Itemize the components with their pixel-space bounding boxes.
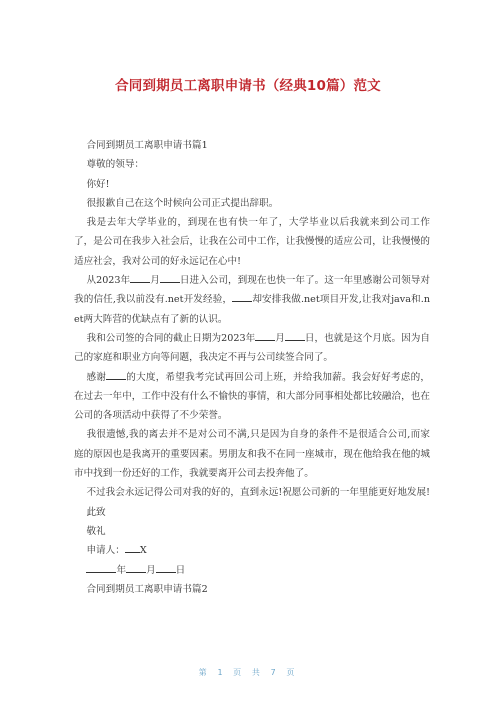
- date-day: 日: [175, 564, 186, 576]
- paragraph-4: [74, 329, 430, 368]
- paragraph-1: 很报歉自己在这个时候向公司正式提出辞职。: [86, 197, 279, 209]
- date-month: 月: [146, 564, 156, 576]
- date-year: 年: [116, 564, 127, 576]
- blank-underline: [285, 329, 305, 341]
- paragraph-3-part-d: 却安排我做.net项目开发,让我对java和.net两大阵营的优缺点有了新的认识。: [74, 294, 431, 325]
- blank-underline: [255, 329, 275, 341]
- blank-underline: [130, 271, 150, 283]
- paragraph-3-part-c: 日进入公司，到现在也快一年了。这一年里感谢公司领导对我的信任,我以前没有.net开发经验，: [74, 275, 431, 306]
- paragraph-3-part-a: 从2023年: [86, 275, 131, 287]
- blank-underline: [160, 271, 180, 283]
- paragraph-4-part-a: 我和公司签的合同的截止日期为2023年: [86, 332, 256, 344]
- paragraph-4-part-c: 日，也就是这个月底。因为自己的家庭和职业方向等问题，我决定不再与公司续签合同了。: [74, 332, 430, 364]
- document-body: [74, 136, 430, 599]
- closing-line-1: 此致: [86, 506, 106, 518]
- applicant-label: 申请人：: [86, 545, 125, 557]
- closing-line-2: 敬礼: [86, 525, 106, 537]
- blank-underline: [126, 561, 146, 573]
- paragraph-4-part-b: 月: [275, 332, 285, 344]
- section-2-heading: 合同到期员工离职申请书篇2: [86, 583, 208, 595]
- applicant-value: X: [139, 545, 147, 557]
- paragraph-3: [74, 271, 430, 329]
- blank-underline: [125, 541, 140, 553]
- blank-underline: [86, 561, 116, 573]
- paragraph-3-part-b: 月: [150, 275, 160, 287]
- applicant-line: [74, 541, 430, 560]
- blank-underline: [106, 368, 126, 380]
- paragraph-6: 我很遗憾,我的离去并不是对公司不满,只是因为自身的条件不是很适合公司,而家庭的原因也是我离开的重要因素。男朋友和我不在同一座城市，现在他给我在他的城市中找到一份还好的工作，我就要离开公司去投奔他了。: [74, 429, 430, 480]
- paragraph-5-part-a: 感谢: [86, 371, 107, 383]
- blank-underline: [232, 290, 252, 302]
- section-1-heading: 合同到期员工离职申请书篇1: [86, 140, 208, 151]
- date-line: [74, 561, 430, 580]
- page-number: 第 1 页 共 7 页: [198, 668, 298, 677]
- paragraph-5: [74, 368, 430, 426]
- paragraph-5-part-b: 的大度，希望我考完试再回公司上班，并给我加薪。我会好好考虑的，在过去一年中，工作中没有什么不愉快的事情，和大部分同事相处都比较融洽，也在公司的各项活动中获得了不少荣誉。: [74, 371, 431, 422]
- greeting: 尊敬的领导：: [86, 159, 145, 171]
- paragraph-2: 我是去年大学毕业的，到现在也有快一年了，大学毕业以后我就来到公司工作了，是公司在我步入社会后，让我在公司中工作，让我慢慢的适应公司，让我慢慢的适应社会，我对公司的好永远记在心中!: [74, 217, 430, 267]
- blank-underline: [156, 561, 176, 573]
- hello-line: 你好!: [86, 178, 110, 190]
- document-title: 合同到期员工离职申请书（经典10篇）范文: [115, 78, 381, 94]
- paragraph-7: 不过我会永远记得公司对我的好的，直到永远!祝愿公司新的一年里能更好地发展!: [86, 487, 430, 499]
